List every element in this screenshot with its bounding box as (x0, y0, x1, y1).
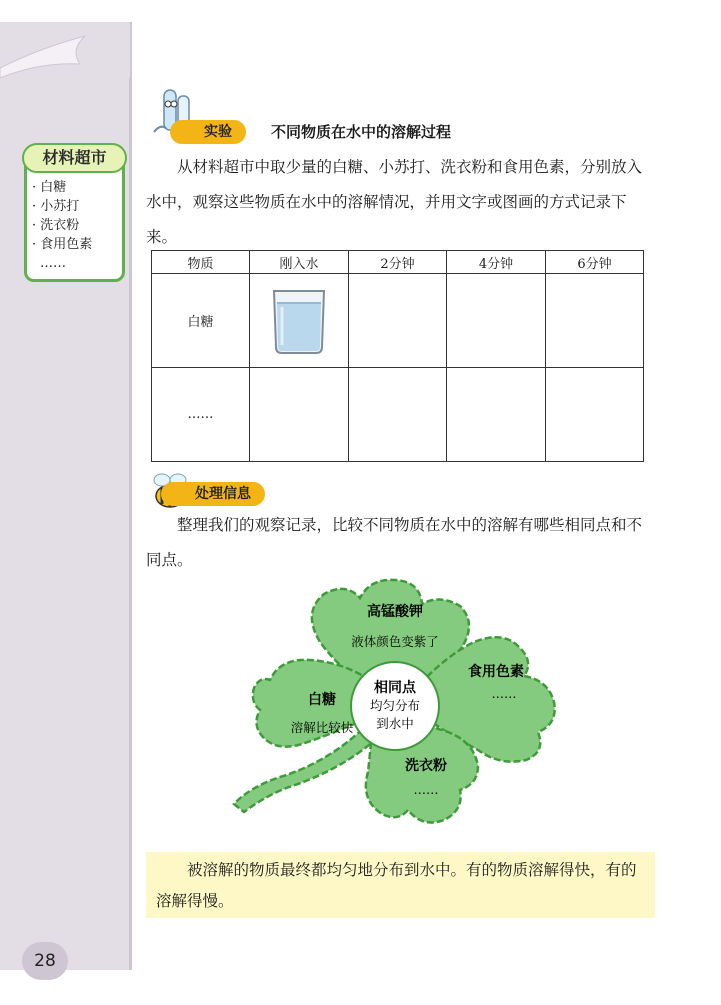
table-row (152, 274, 644, 368)
table-cell (447, 368, 546, 462)
experiment-paragraph-text: 从材料超市中取少量的白糖、小苏打、洗衣粉和食用色素，分别放入水中，观察这些物质在水中的溶解情况，并用文字或图画的方式记录下来。 (146, 158, 643, 246)
clover-center-title: 相同点 (374, 680, 416, 696)
beaker-icon (270, 287, 328, 355)
clover-leaf-top-text: 液体颜色变紫了 (351, 634, 439, 649)
table-cell (447, 274, 546, 368)
table-cell (250, 274, 349, 368)
summary-text: 被溶解的物质最终都均匀地分布到水中。有的物质溶解得快，有的溶解得慢。 (156, 861, 637, 910)
table-header: 2分钟 (349, 251, 447, 274)
process-badge: 处理信息 (161, 482, 265, 506)
materials-item: · 洗衣粉 (32, 218, 80, 233)
materials-list (32, 178, 92, 273)
table-cell (546, 368, 644, 462)
clover-center-text: 均匀分布 (369, 698, 421, 713)
table-cell (349, 274, 447, 368)
process-paragraph (146, 508, 656, 578)
experiment-title: 不同物质在水中的溶解过程 (271, 123, 452, 141)
clover-leaf-left-text: 溶解比较快 (290, 720, 354, 735)
materials-item: · 食用色素 (32, 237, 93, 252)
clover-leaf-top-title: 高锰酸钾 (367, 604, 423, 620)
clover-leaf-left-title: 白糖 (308, 692, 336, 708)
observation-table (151, 250, 644, 462)
process-paragraph-text: 整理我们的观察记录，比较不同物质在水中的溶解有哪些相同点和不同点。 (146, 516, 643, 569)
materials-title: 材料超市 (22, 143, 127, 173)
experiment-paragraph (146, 150, 656, 255)
summary-box (146, 852, 655, 918)
page-number: 28 (22, 942, 68, 980)
clover-leaf-bottom-text: …… (413, 782, 439, 797)
clover-leaf-right-text: …… (491, 686, 517, 701)
clover-center-text: 到水中 (376, 716, 414, 731)
clover-diagram (220, 572, 580, 842)
table-header-row (152, 251, 644, 274)
experiment-badge: 实验 (170, 120, 246, 144)
table-header: 物质 (152, 251, 250, 274)
table-header: 4分钟 (447, 251, 546, 274)
table-cell (546, 274, 644, 368)
materials-item: · 白糖 (32, 180, 67, 195)
page-curl-decoration (0, 18, 130, 78)
clover-leaf-bottom-title: 洗衣粉 (405, 758, 447, 774)
table-cell-substance: …… (152, 368, 250, 462)
materials-item: …… (40, 256, 66, 271)
clover-leaf-right-title: 食用色素 (468, 664, 524, 680)
table-header: 6分钟 (546, 251, 644, 274)
table-header: 刚入水 (250, 251, 349, 274)
materials-item: · 小苏打 (32, 199, 80, 214)
table-row (152, 368, 644, 462)
table-cell-substance: 白糖 (152, 274, 250, 368)
table-cell (250, 368, 349, 462)
table-cell (349, 368, 447, 462)
